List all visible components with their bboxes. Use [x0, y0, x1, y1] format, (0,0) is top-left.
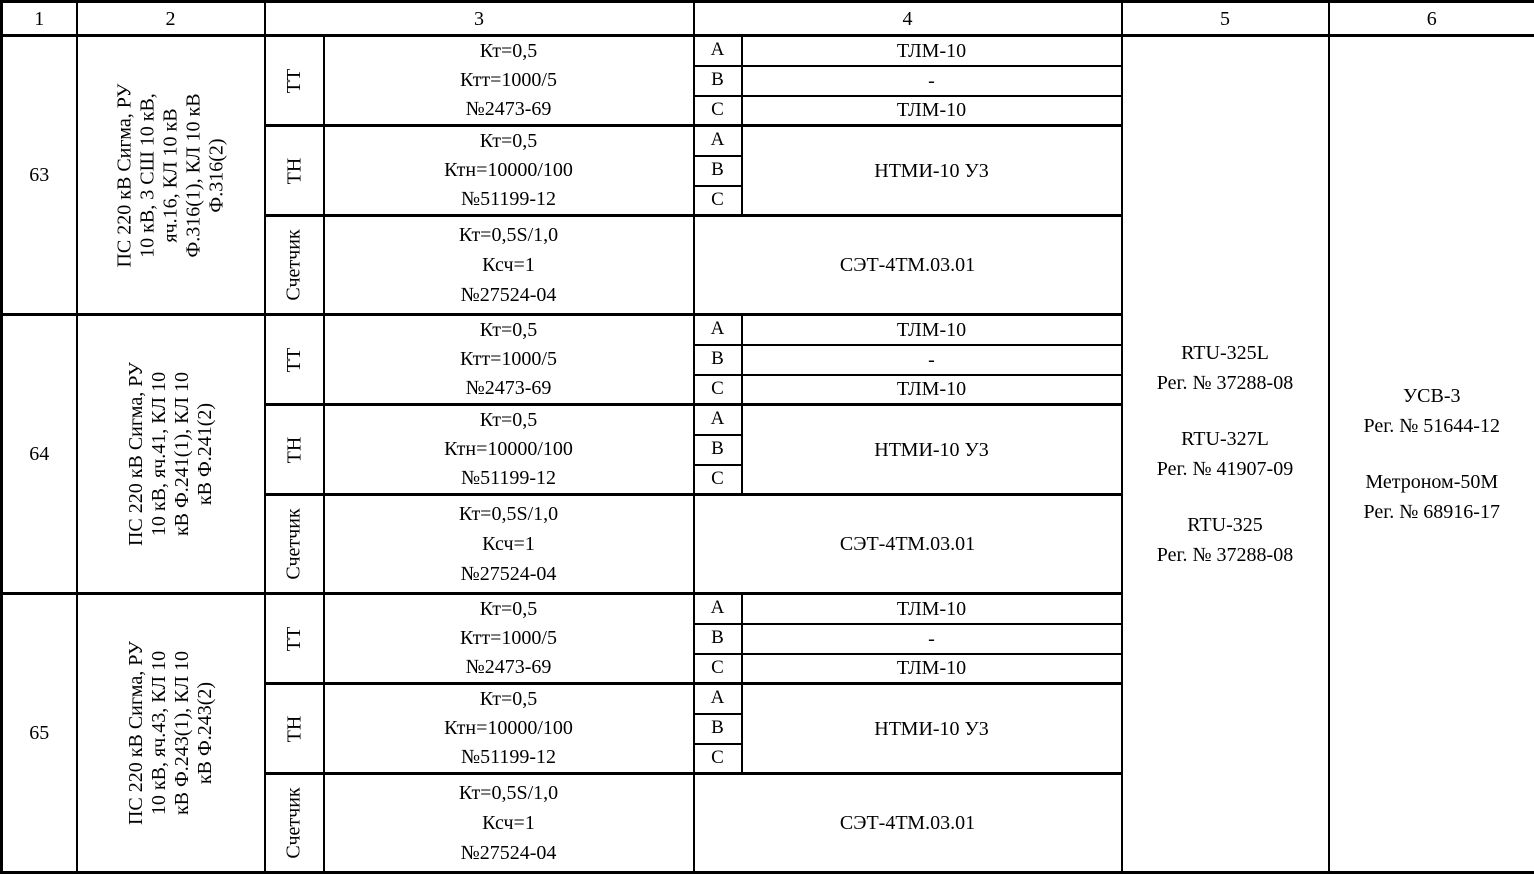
- tn-parameters: Кт=0,5 Ктн=10000/100 №51199-12: [324, 126, 694, 216]
- metering-point-cell: [77, 315, 265, 594]
- header-row: [2, 2, 1534, 36]
- meter-label: Счетчик: [282, 508, 306, 579]
- tn-device: НТМИ-10 У3: [742, 405, 1122, 495]
- phase-letter: С: [694, 465, 742, 495]
- metering-point-cell: [77, 594, 265, 873]
- tn-label-cell: [265, 405, 324, 495]
- acquisition-group: RTU-325L Рег. № 37288-08: [1123, 338, 1328, 398]
- tt-phase-device: ТЛМ-10: [742, 594, 1122, 624]
- phase-letter: А: [694, 594, 742, 624]
- meter-device: СЭТ-4ТМ.03.01: [694, 774, 1122, 873]
- phase-letter: А: [694, 126, 742, 156]
- meter-label-cell: [265, 495, 324, 594]
- tt-phase-device: ТЛМ-10: [742, 315, 1122, 345]
- tt-parameters: Кт=0,5 Ктт=1000/5 №2473-69: [324, 36, 694, 126]
- tt-label-cell: [265, 315, 324, 405]
- tn-parameters: Кт=0,5 Ктн=10000/100 №51199-12: [324, 405, 694, 495]
- meter-label-cell: [265, 774, 324, 873]
- tn-label: ТН: [282, 715, 306, 742]
- tt-phase-device: -: [742, 345, 1122, 375]
- phase-letter: В: [694, 66, 742, 96]
- acquisition-group: RTU-327L Рег. № 41907-09: [1123, 424, 1328, 484]
- phase-letter: А: [694, 405, 742, 435]
- tt-label: ТТ: [282, 626, 306, 650]
- meter-label-cell: [265, 216, 324, 315]
- phase-letter: С: [694, 654, 742, 684]
- phase-letter: В: [694, 624, 742, 654]
- header-col-5: 5: [1122, 2, 1329, 36]
- tn-device: НТМИ-10 У3: [742, 126, 1122, 216]
- phase-letter: В: [694, 345, 742, 375]
- meter-device: СЭТ-4ТМ.03.01: [694, 495, 1122, 594]
- phase-letter: С: [694, 744, 742, 774]
- metering-point-description: ПС 220 кВ Сигма, РУ 10 кВ, яч.41, КЛ 10 кВ Ф.241(1), КЛ 10 кВ Ф.241(2): [125, 361, 217, 547]
- row-number: 63: [2, 36, 77, 315]
- time-sync-devices: [1329, 36, 1534, 873]
- tt-label: ТТ: [282, 68, 306, 92]
- tt-phase-device: ТЛМ-10: [742, 36, 1122, 66]
- table-row: [2, 36, 1534, 66]
- tt-parameters: Кт=0,5 Ктт=1000/5 №2473-69: [324, 594, 694, 684]
- header-col-3: 3: [265, 2, 694, 36]
- tn-label-cell: [265, 684, 324, 774]
- header-col-1: 1: [2, 2, 77, 36]
- tt-label-cell: [265, 594, 324, 684]
- tt-parameters: Кт=0,5 Ктт=1000/5 №2473-69: [324, 315, 694, 405]
- meter-parameters: Кт=0,5S/1,0 Ксч=1 №27524-04: [324, 774, 694, 873]
- metering-point-description: ПС 220 кВ Сигма, РУ 10 кВ, 3 СШ 10 кВ, яч.16, КЛ 10 кВ Ф.316(1), КЛ 10 кВ Ф.316(2): [113, 82, 228, 268]
- phase-letter: В: [694, 156, 742, 186]
- phase-letter: В: [694, 714, 742, 744]
- tt-phase-device: ТЛМ-10: [742, 375, 1122, 405]
- tt-label: ТТ: [282, 347, 306, 371]
- phase-letter: А: [694, 684, 742, 714]
- data-acquisition-devices: [1122, 36, 1329, 873]
- meter-label: Счетчик: [282, 787, 306, 858]
- header-col-6: 6: [1329, 2, 1534, 36]
- phase-letter: С: [694, 375, 742, 405]
- tn-label-cell: [265, 126, 324, 216]
- tt-phase-device: -: [742, 66, 1122, 96]
- tn-device: НТМИ-10 У3: [742, 684, 1122, 774]
- metering-point-cell: [77, 36, 265, 315]
- acquisition-group: RTU-325 Рег. № 37288-08: [1123, 510, 1328, 570]
- header-col-2: 2: [77, 2, 265, 36]
- phase-letter: С: [694, 96, 742, 126]
- time-sync-group: Метроном-50М Рег. № 68916-17: [1330, 467, 1534, 527]
- meter-device: СЭТ-4ТМ.03.01: [694, 216, 1122, 315]
- tn-label: ТН: [282, 436, 306, 463]
- metering-point-description: ПС 220 кВ Сигма, РУ 10 кВ, яч.43, КЛ 10 кВ Ф.243(1), КЛ 10 кВ Ф.243(2): [125, 640, 217, 826]
- header-col-4: 4: [694, 2, 1122, 36]
- tn-label: ТН: [282, 157, 306, 184]
- meter-label: Счетчик: [282, 229, 306, 300]
- row-number: 65: [2, 594, 77, 873]
- meter-parameters: Кт=0,5S/1,0 Ксч=1 №27524-04: [324, 495, 694, 594]
- tt-phase-device: ТЛМ-10: [742, 96, 1122, 126]
- row-number: 64: [2, 315, 77, 594]
- phase-letter: А: [694, 315, 742, 345]
- tt-phase-device: -: [742, 624, 1122, 654]
- phase-letter: В: [694, 435, 742, 465]
- phase-letter: С: [694, 186, 742, 216]
- meter-parameters: Кт=0,5S/1,0 Ксч=1 №27524-04: [324, 216, 694, 315]
- time-sync-group: УСВ-3 Рег. № 51644-12: [1330, 381, 1534, 441]
- tn-parameters: Кт=0,5 Ктн=10000/100 №51199-12: [324, 684, 694, 774]
- tt-label-cell: [265, 36, 324, 126]
- phase-letter: А: [694, 36, 742, 66]
- tt-phase-device: ТЛМ-10: [742, 654, 1122, 684]
